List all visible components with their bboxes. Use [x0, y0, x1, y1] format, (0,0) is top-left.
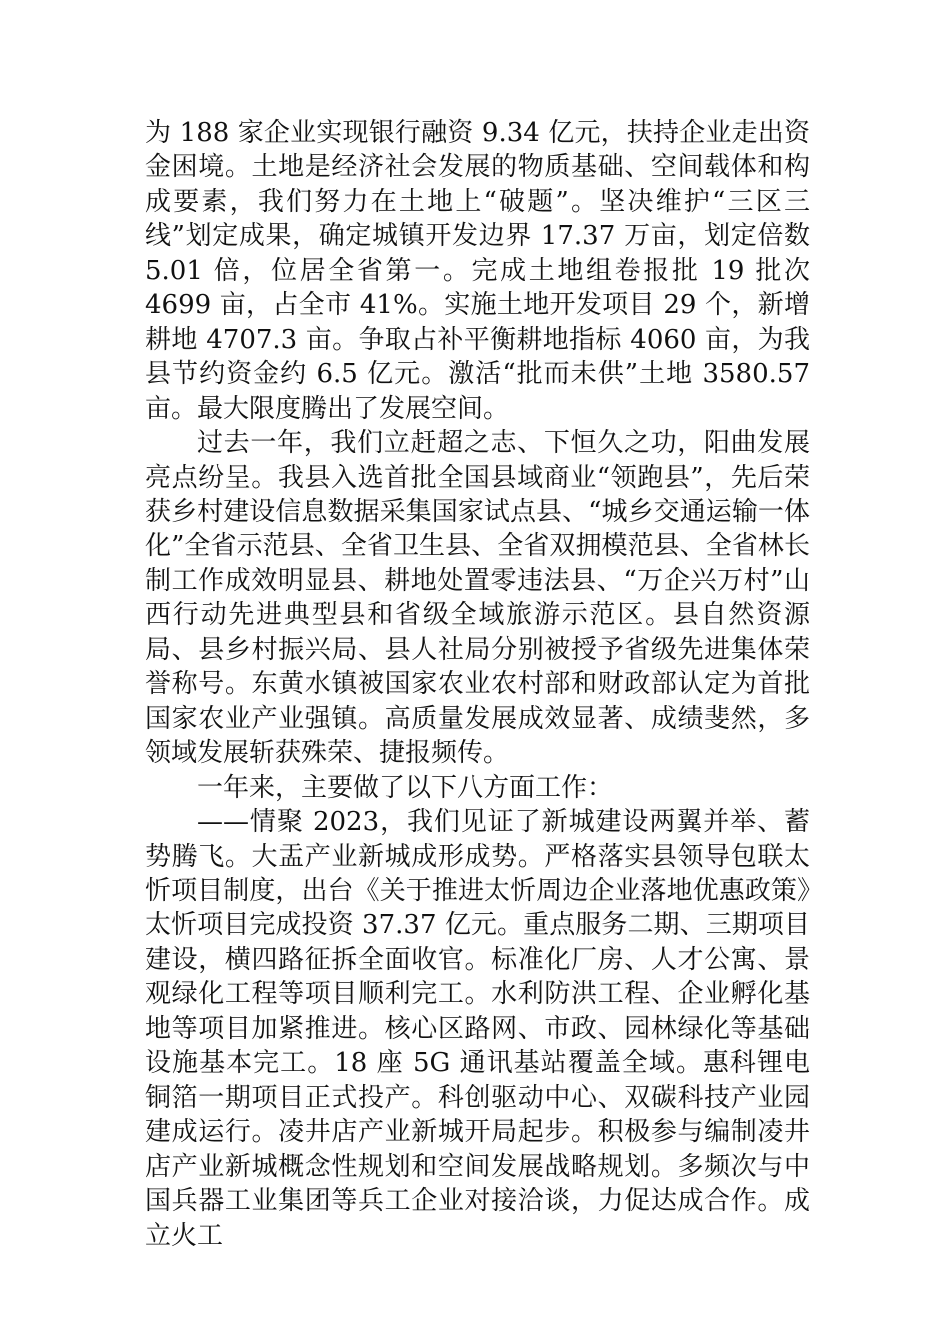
document-body [145, 116, 810, 1253]
paragraph-2: 过去一年，我们立赶超之志、下恒久之功，阳曲发展亮点纷呈。我县入选首批全国县域商业“领跑县”，先后荣获乡村建设信息数据采集国家试点县、“城乡交通运输一体化”全省示范县、全省卫生县、全省双拥模范县、全省林长制工作成效明显县、耕地处置零违法县、“万企兴万村”山西行动先进典型县和省级全域旅游示范区。县自然资源局、县乡村振兴局、县人社局分别被授予省级先进集体荣誉称号。东黄水镇被国家农业农村部和财政部认定为首批国家农业产业强镇。高质量发展成效显著、成绩斐然，多领域发展斩获殊荣、捷报频传。 [145, 428, 810, 769]
paragraph-3: 一年来，主要做了以下八方面工作： [197, 772, 614, 803]
paragraph-1: 为 188 家企业实现银行融资 9.34 亿元，扶持企业走出资金困境。土地是经济社会发展的物质基础、空间载体和构成要素，我们努力在土地上“破题”。坚决维护“三区三线”划定成果，确定城镇开发边界 17.37 万亩，划定倍数 5.01 倍，位居全省第一。完成土地组卷报批 19 批次 4699 亩，占全市 41%。实施土地开发项目 29 个，新增耕地 4707.3 亩。争取占补平衡耕地指标 4060 亩，为我县节约资金约 6.5 亿元。激活“批而未供”土地 3580.57 亩。最大限度腾出了发展空间。 [145, 118, 810, 424]
paragraph-4: ——情聚 2023，我们见证了新城建设两翼并举、蓄势腾飞。大盂产业新城成形成势。严格落实县领导包联太忻项目制度，出台《关于推进太忻周边企业落地优惠政策》太忻项目完成投资 37.37 亿元。重点服务二期、三期项目建设，横四路征拆全面收官。标准化厂房、人才公寓、景观绿化工程等项目顺利完工。水利防洪工程、企业孵化基地等项目加紧推进。核心区路网、市政、园林绿化等基础设施基本完工。18 座 5G 通讯基站覆盖全域。惠科锂电铜箔一期项目正式投产。科创驱动中心、双碳科技产业园建成运行。凌井店产业新城开局起步。积极参与编制凌井店产业新城概念性规划和空间发展战略规划。多频次与中国兵器工业集团等兵工企业对接洽谈，力促达成合作。成立火工 [145, 807, 810, 1251]
